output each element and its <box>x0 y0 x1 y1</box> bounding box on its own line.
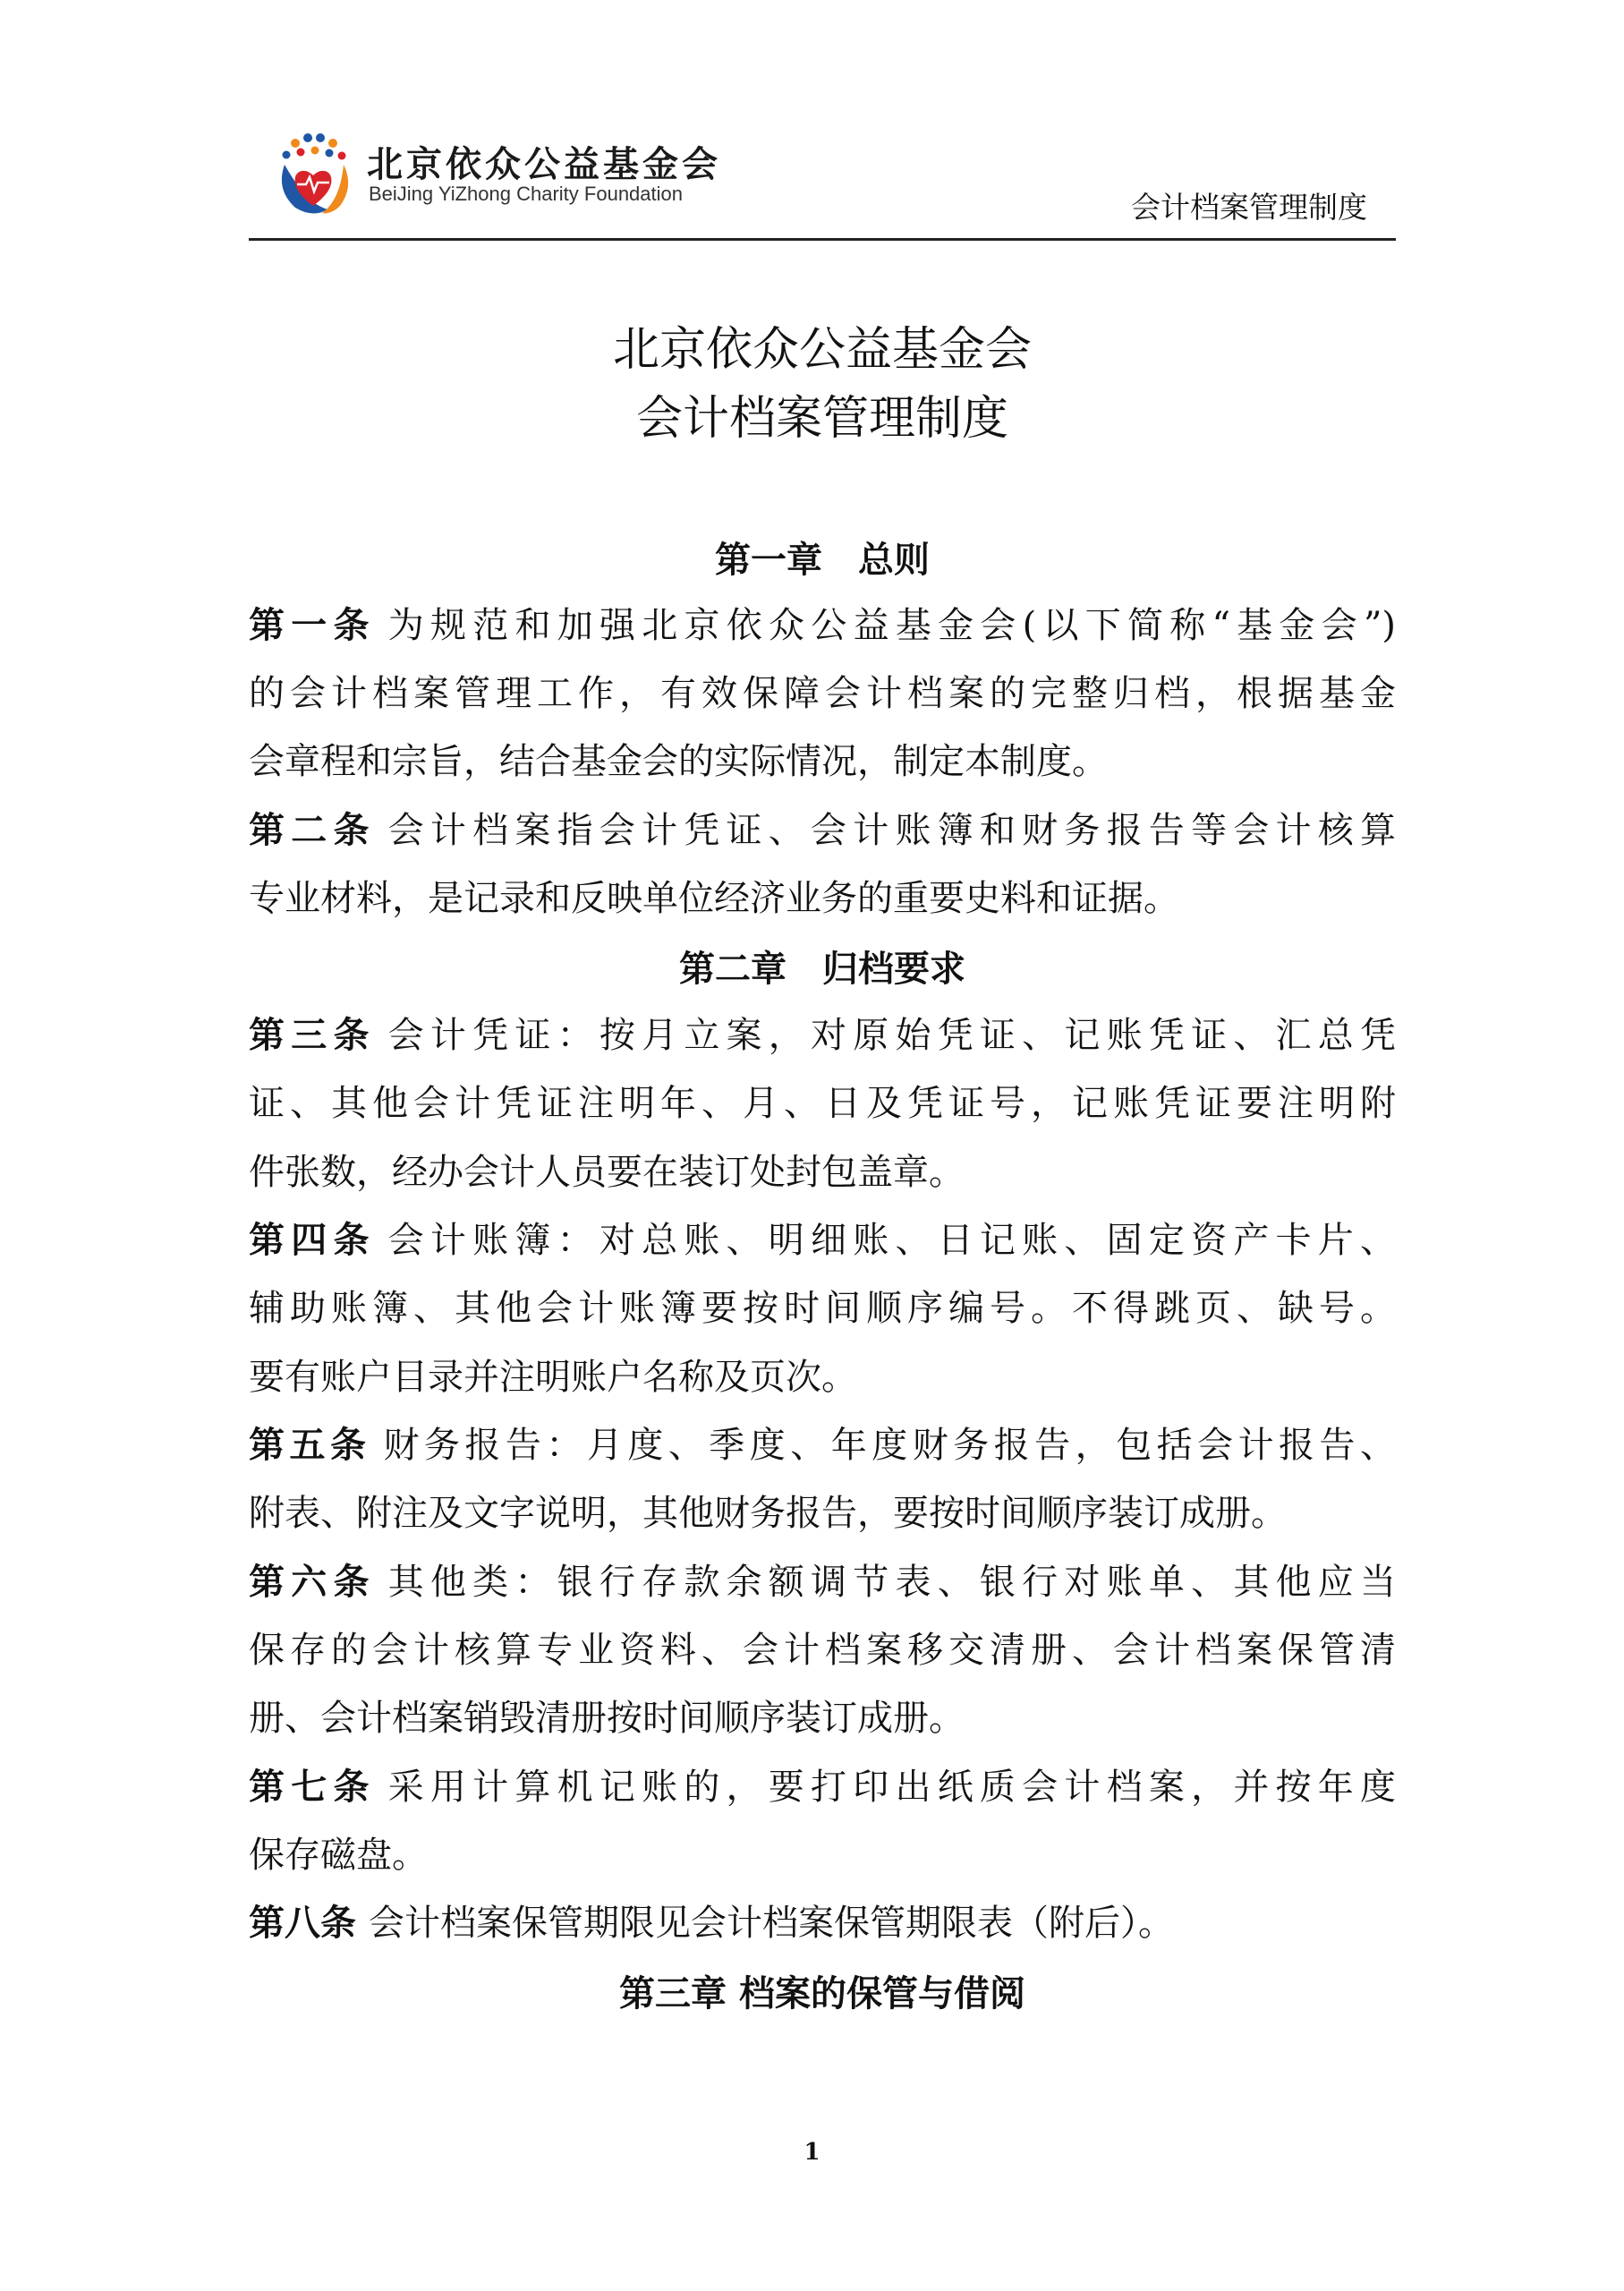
header-document-label: 会计档案管理制度 <box>1131 190 1367 225</box>
article-4-label: 第四条 <box>249 1220 376 1261</box>
article-6-line-1 <box>249 1555 1396 1609</box>
document-title-line-2: 会计档案管理制度 <box>635 392 1008 446</box>
article-1-line-2: 的会计档案管理工作，有效保障会计档案的完整归档，根据基金 <box>249 673 1396 714</box>
article-3-label: 第三条 <box>249 1015 376 1056</box>
chapter-heading-1: 第一章 总则 <box>715 540 930 581</box>
article-1-line-3: 会章程和宗旨，结合基金会的实际情况，制定本制度。 <box>249 741 1108 782</box>
article-8-text: 会计档案保管期限见会计档案保管期限表（附后）。 <box>369 1903 1174 1944</box>
article-8-line-1 <box>249 1896 1396 1950</box>
article-3-line-1 <box>249 1009 1396 1062</box>
article-6-line-2: 保存的会计核算专业资料、会计档案移交清册、会计档案保管清 <box>249 1630 1396 1671</box>
article-5-line-1 <box>249 1418 1396 1472</box>
article-5-label: 第五条 <box>249 1425 371 1466</box>
article-3-line-2: 证、其他会计凭证注明年、月、日及凭证号，记账凭证要注明附 <box>249 1083 1396 1124</box>
article-1-line-1 <box>249 599 1396 652</box>
document-title-line-1: 北京依众公益基金会 <box>612 323 1032 377</box>
article-5-text: 财务报告：月度、季度、年度财务报告，包括会计报告、 <box>383 1425 1397 1466</box>
article-7-line-1 <box>249 1760 1396 1814</box>
foundation-emblem-icon <box>268 131 358 220</box>
article-3-text: 会计凭证：按月立案，对原始凭证、记账凭证、汇总凭 <box>387 1015 1397 1056</box>
logo-chinese-name: 北京依众公益基金会 <box>367 144 721 185</box>
article-7-text: 采用计算机记账的，要打印出纸质会计档案，并按年度 <box>387 1767 1397 1808</box>
article-6-line-3: 册、会计档案销毁清册按时间顺序装订成册。 <box>249 1698 965 1739</box>
article-2-text: 会计档案指会计凭证、会计账簿和财务报告等会计核算 <box>387 810 1397 851</box>
article-4-text: 会计账簿：对总账、明细账、日记账、固定资产卡片、 <box>387 1220 1397 1261</box>
article-6-text: 其他类：银行存款余额调节表、银行对账单、其他应当 <box>387 1562 1397 1603</box>
article-1-label: 第一条 <box>249 605 376 646</box>
article-3-line-3: 件张数，经办会计人员要在装订处封包盖章。 <box>249 1152 965 1193</box>
page-header <box>249 127 1396 241</box>
article-7-line-2: 保存磁盘。 <box>249 1835 428 1876</box>
logo-english-name: BeiJing YiZhong Charity Foundation <box>369 183 683 205</box>
article-5-line-2: 附表、附注及文字说明，其他财务报告，要按时间顺序装订成册。 <box>249 1493 1287 1534</box>
article-2-line-1 <box>249 804 1396 857</box>
article-4-line-1 <box>249 1214 1396 1267</box>
article-2-line-2: 专业材料，是记录和反映单位经济业务的重要史料和证据。 <box>249 878 1179 919</box>
article-1-text: 为规范和加强北京依众公益基金会(以下简称“基金会”) <box>387 605 1396 646</box>
foundation-logo <box>268 127 769 226</box>
chapter-heading-3: 第三章 档案的保管与借阅 <box>619 1973 1025 2014</box>
article-4-line-3: 要有账户目录并注明账户名称及页次。 <box>249 1357 857 1398</box>
article-6-label: 第六条 <box>249 1562 376 1603</box>
article-8-label: 第八条 <box>249 1903 356 1944</box>
article-4-line-2: 辅助账簿、其他会计账簿要按时间顺序编号。不得跳页、缺号。 <box>249 1288 1396 1329</box>
page-number: 1 <box>803 2139 821 2166</box>
header-divider <box>249 238 1396 241</box>
article-2-label: 第二条 <box>249 810 376 851</box>
chapter-heading-2: 第二章 归档要求 <box>679 949 965 990</box>
article-7-label: 第七条 <box>249 1767 376 1808</box>
